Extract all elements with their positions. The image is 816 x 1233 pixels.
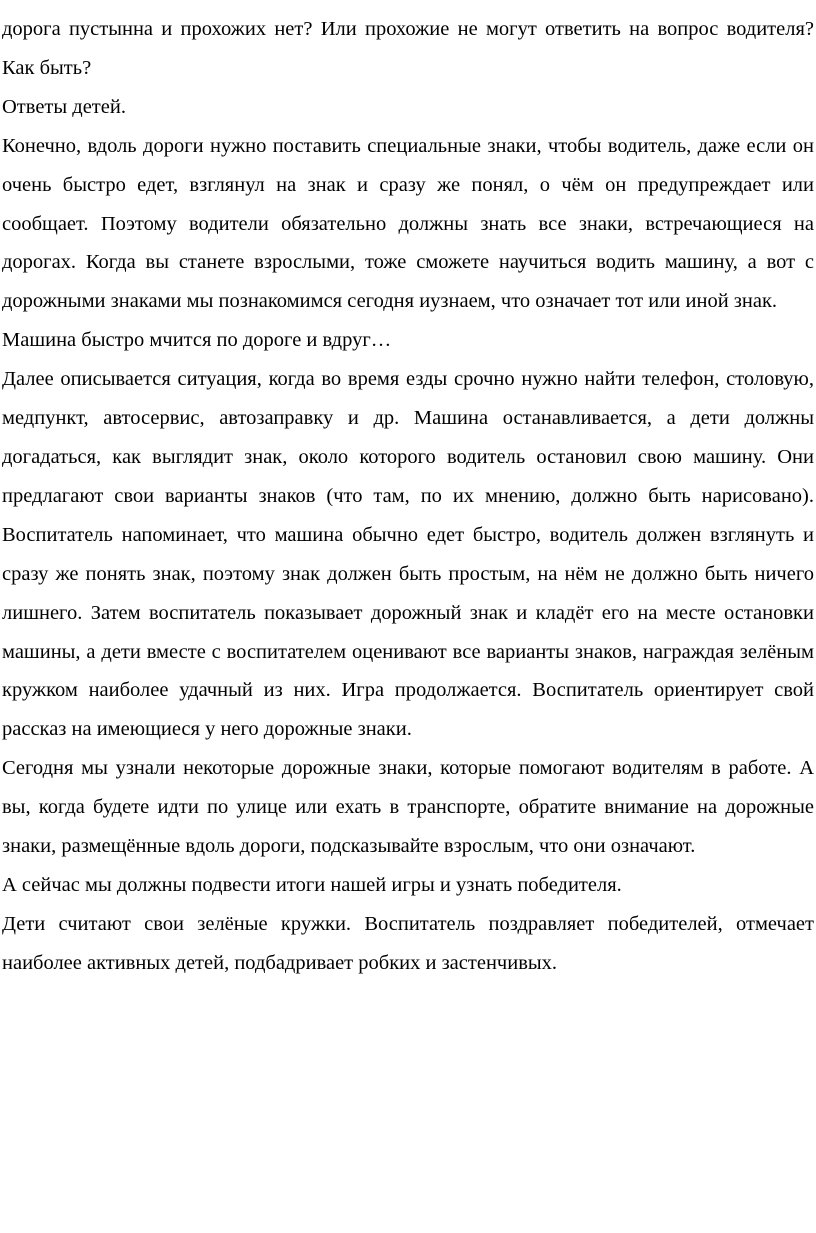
paragraph-summary: Сегодня мы узнали некоторые дорожные знаки, которые помогают водителям в работе. А вы, когда будете идти по улице или ехать в транспорте, обратите внимание на дорожные знаки, размещённые вдоль дороги, подсказывайте взрослым, что они означают. (2, 757, 814, 858)
paragraph-results: А сейчас мы должны подвести итоги нашей игры и узнать победителя. (2, 873, 622, 896)
paragraph-conclusion: Дети считают свои зелёные кружки. Воспитатель поздравляет победителей, отмечает наиболее активных детей, подбадривает робких и застенчивых. (2, 912, 814, 974)
document-body (2, 10, 814, 983)
paragraph-road-signs-intro: Конечно, вдоль дороги нужно поставить специальные знаки, чтобы водитель, даже если он очень быстро едет, взглянул на знак и сразу же понял, о чём он предупреждает или сообщает. Поэтому водители обязательно должны знать все знаки, встречающиеся на дорогах. Когда вы станете взрослыми, тоже сможете научиться водить машину, а вот с дорожными знаками мы познакомимся сегодня иузнаем, что означает тот или иной знак. (2, 134, 814, 313)
paragraph-game-description: Далее описывается ситуация, когда во время езды срочно нужно найти телефон, столовую, медпункт, автосервис, автозаправку и др. Машина останавливается, а дети должны догадаться, как выглядит знак, около которого водитель остановил свою машину. Они предлагают свои варианты знаков (что там, по их мнению, должно быть нарисовано). Воспитатель напоминает, что машина обычно едет быстро, водитель должен взглянуть и сразу же понять знак, поэтому знак должен быть простым, на нём не должно быть ничего лишнего. Затем воспитатель показывает дорожный знак и кладёт его на месте остановки машины, а дети вместе с воспитателем оценивают все варианты знаков, награждая зелёным кружком наиболее удачный из них. Игра продолжается. Воспитатель ориентирует свой рассказ на имеющиеся у него дорожные знаки. (2, 368, 814, 741)
paragraph-children-answers: Ответы детей. (2, 95, 126, 118)
paragraph-continuation: дорога пустынна и прохожих нет? Или прохожие не могут ответить на вопрос водителя? Как быть? (2, 18, 814, 79)
paragraph-car-rushes: Машина быстро мчится по дороге и вдруг… (2, 329, 392, 352)
